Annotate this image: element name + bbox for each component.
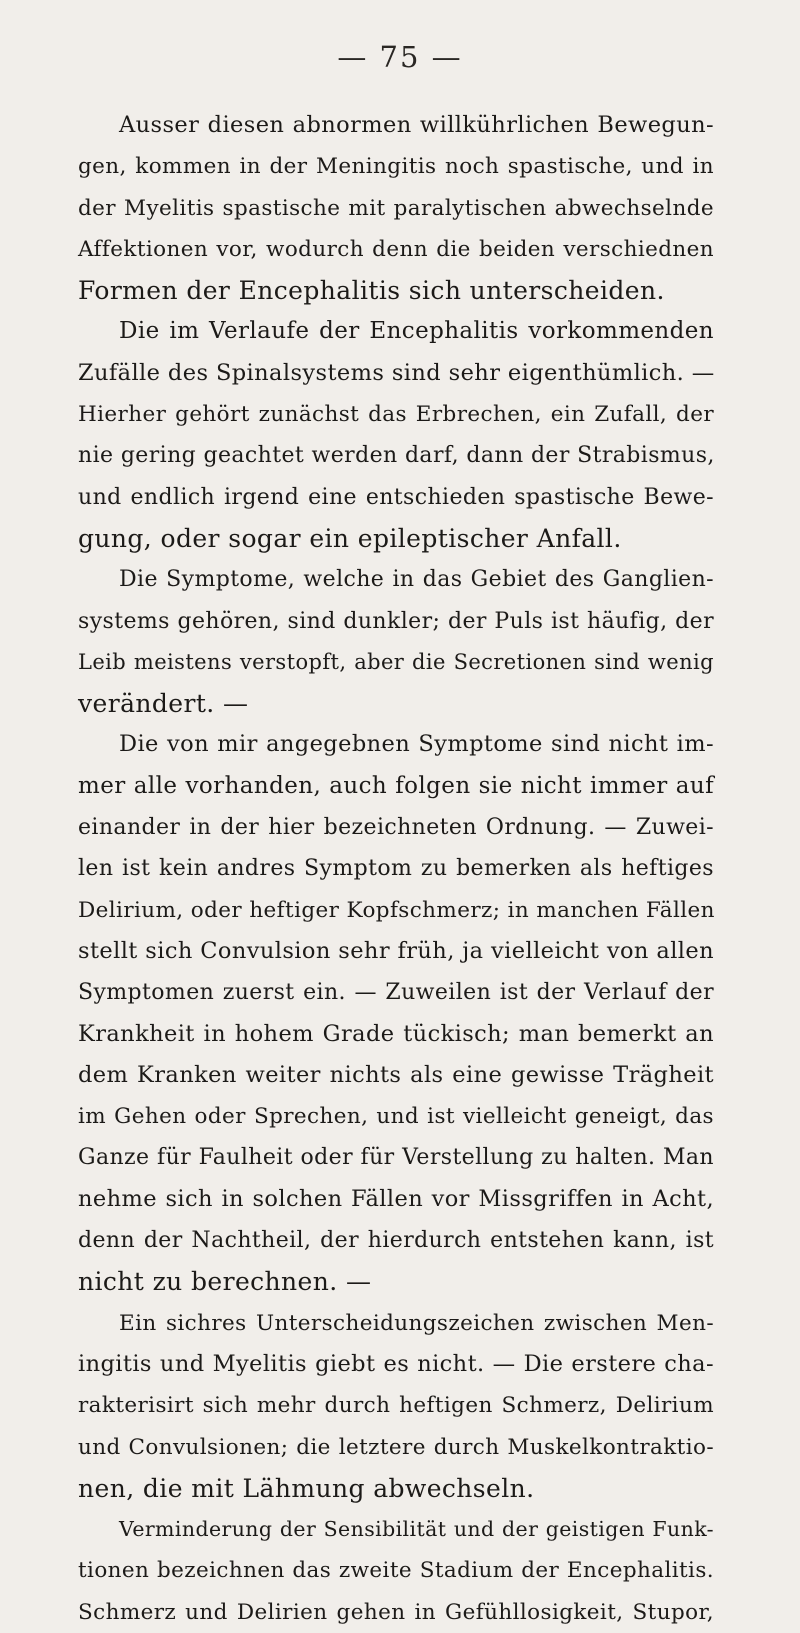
text-line: und Convulsionen; die letztere durch Muskelkontraktio- (78, 1434, 714, 1460)
text-line: stellt sich Convulsion sehr früh, ja vielleicht von allen (78, 937, 714, 964)
text-line: Ganze für Faulheit oder für Verstellung zu halten. Man (78, 1145, 714, 1171)
text-line: len ist kein andres Symptom zu bemerken als heftiges (78, 856, 714, 882)
text-line: Die von mir angegebnen Symptome sind nicht im- (119, 731, 714, 758)
text-line: tionen bezeichnen das zweite Stadium der Encephalitis. (78, 1558, 714, 1584)
text-line: Krankheit in hohem Grade tückisch; man bemerkt an (78, 1020, 714, 1047)
text-line: gen, kommen in der Meningitis noch spastische, und in (78, 154, 714, 180)
text-line: Affektionen vor, wodurch denn die beiden verschiednen (78, 236, 714, 262)
page-number: — 75 — (337, 40, 463, 74)
text-line: ingitis und Myelitis giebt es nicht. — Die erstere cha- (78, 1350, 714, 1377)
text-line: im Gehen oder Sprechen, und ist vielleicht geneigt, das (78, 1104, 714, 1130)
text-line: Zufälle des Spinalsystems sind sehr eigenthümlich. — (78, 359, 715, 386)
text-line: der Myelitis spastische mit paralytischen abwechselnde (78, 195, 714, 221)
text-line: systems gehören, sind dunkler; der Puls ist häufig, der (78, 608, 714, 634)
text-line: Formen der Encephalitis sich unterscheiden. (78, 276, 665, 306)
text-line: Die Symptome, welche in das Gebiet des Ganglien- (119, 567, 714, 593)
text-line: Ausser diesen abnormen willkührlichen Bewegun- (119, 112, 714, 138)
text-line: verändert. — (78, 689, 249, 719)
text-line: Delirium, oder heftiger Kopfschmerz; in manchen Fällen (78, 897, 715, 923)
text-line: Ein sichres Unterscheidungszeichen zwischen Men- (119, 1310, 714, 1336)
text-line: einander in der hier bezeichneten Ordnung. — Zuwei- (78, 815, 714, 841)
text-line: Symptomen zuerst ein. — Zuweilen ist der Verlauf der (78, 980, 714, 1006)
text-line: dem Kranken weiter nichts als eine gewisse Trägheit (78, 1061, 714, 1088)
text-line: Die im Verlaufe der Encephalitis vorkommenden (119, 318, 714, 345)
text-line: Hierher gehört zunächst das Erbrechen, ein Zufall, der (78, 402, 714, 428)
text-line: und endlich irgend eine entschieden spastische Bewe- (78, 484, 714, 510)
text-line: mer alle vorhanden, auch folgen sie nicht immer auf (78, 772, 714, 799)
text-line: gung, oder sogar ein epileptischer Anfall. (78, 523, 622, 553)
text-line: nicht zu berechnen. — (78, 1267, 372, 1297)
text-line: Leib meistens verstopft, aber die Secretionen sind wenig (78, 649, 714, 674)
text-line: nie gering geachtet werden darf, dann der Strabismus, (78, 443, 715, 469)
body-text (78, 105, 714, 1633)
text-line: Schmerz und Delirien gehen in Gefühllosigkeit, Stupor, (78, 1599, 714, 1625)
text-line: nen, die mit Lähmung abwechseln. (78, 1473, 535, 1503)
text-line: nehme sich in solchen Fällen vor Missgriffen in Acht, (78, 1185, 714, 1212)
text-line: rakterisirt sich mehr durch heftigen Schmerz, Delirium (78, 1393, 714, 1419)
text-line: denn der Nachtheil, der hierdurch entstehen kann, ist (78, 1228, 714, 1254)
text-line: Verminderung der Sensibilität und der geistigen Funk- (119, 1517, 714, 1542)
